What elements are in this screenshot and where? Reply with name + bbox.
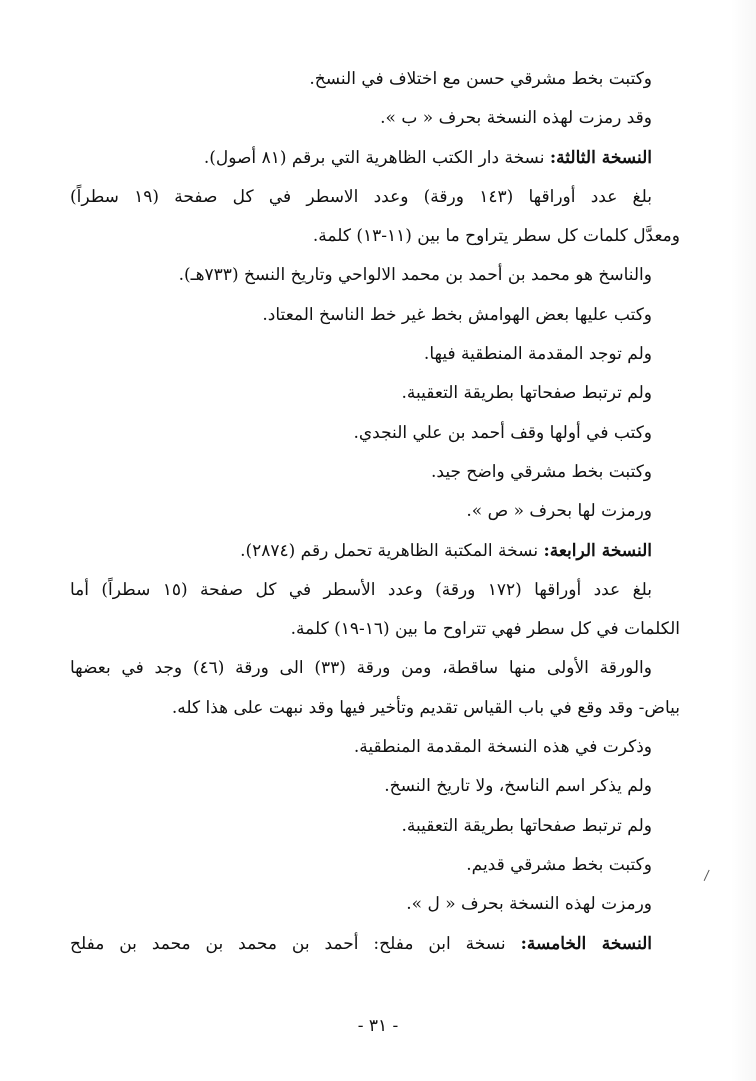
text-line	[70, 925, 680, 964]
text-line	[70, 767, 680, 806]
line-text: بلغ عدد أوراقها (١٧٢ ورقة) وعدد الأسطر في كل صفحة (١٥ سطراً) أما	[70, 579, 652, 600]
text-line	[70, 335, 680, 374]
text-line	[70, 610, 680, 649]
page-edge-shadow	[730, 0, 756, 1081]
text-line	[70, 139, 680, 178]
line-text: وقد رمزت لهذه النسخة بحرف « ب ».	[380, 108, 652, 129]
line-text: نسخة دار الكتب الظاهرية التي برقم (٨١ أصول).	[203, 147, 550, 168]
text-line	[70, 414, 680, 453]
line-text: نسخة المكتبة الظاهرية تحمل رقم (٢٨٧٤).	[240, 540, 544, 561]
line-text: وكتب في أولها وقف أحمد بن علي النجدي.	[353, 422, 652, 443]
text-line	[70, 178, 680, 217]
section-label: النسخة الخامسة:	[520, 933, 652, 954]
text-line	[70, 453, 680, 492]
line-text: ورمزت لهذه النسخة بحرف « ل ».	[406, 894, 652, 915]
text-line	[70, 256, 680, 295]
body-text	[70, 60, 680, 964]
text-line	[70, 374, 680, 413]
line-text: والورقة الأولى منها ساقطة، ومن ورقة (٣٣) الى ورقة (٤٦) وجد في بعضها	[70, 658, 652, 679]
text-line	[70, 532, 680, 571]
text-line	[70, 296, 680, 335]
line-text: بياض- وقد وقع في باب القياس تقديم وتأخير فيها وقد نبهت على هذا كله.	[171, 697, 680, 718]
line-text: والناسخ هو محمد بن أحمد بن محمد الالواحي وتاريخ النسخ (٧٣٣هـ).	[178, 265, 652, 286]
line-text: وكتبت بخط مشرقي قديم.	[466, 854, 652, 875]
text-line	[70, 571, 680, 610]
text-line	[70, 885, 680, 924]
line-text: ولم ترتبط صفحاتها بطريقة التعقيبة.	[401, 815, 652, 836]
line-text: وكتب عليها بعض الهوامش بخط غير خط الناسخ المعتاد.	[262, 304, 652, 325]
text-line	[70, 689, 680, 728]
text-line	[70, 492, 680, 531]
line-text: ومعدَّل كلمات كل سطر يتراوح ما بين (١١-١٣) كلمة.	[312, 226, 680, 247]
text-line	[70, 99, 680, 138]
line-text: ولم يذكر اسم الناسخ، ولا تاريخ النسخ.	[384, 776, 652, 797]
line-text: وكتبت بخط مشرقي واضح جيد.	[431, 461, 652, 482]
section-label: النسخة الثالثة:	[549, 147, 652, 168]
line-text: ولم ترتبط صفحاتها بطريقة التعقيبة.	[401, 383, 652, 404]
line-text: ورمزت لها بحرف « ص ».	[466, 501, 652, 522]
page-number: - ٣١ -	[357, 1016, 399, 1036]
margin-pencil-mark	[704, 870, 713, 883]
line-text: ولم توجد المقدمة المنطقية فيها.	[423, 344, 652, 365]
line-text: بلغ عدد أوراقها (١٤٣ ورقة) وعدد الاسطر في كل صفحة (١٩ سطراً)	[70, 186, 652, 207]
text-line	[70, 846, 680, 885]
text-line	[70, 60, 680, 99]
text-line	[70, 728, 680, 767]
line-text: وكتبت بخط مشرقي حسن مع اختلاف في النسخ.	[309, 69, 652, 89]
line-text: نسخة ابن مفلح: أحمد بن محمد بن محمد بن مفلح	[70, 933, 521, 954]
text-line	[70, 649, 680, 688]
text-line	[70, 807, 680, 846]
text-line	[70, 217, 680, 256]
section-label: النسخة الرابعة:	[543, 540, 652, 561]
line-text: الكلمات في كل سطر فهي تتراوح ما بين (١٦-١٩) كلمة.	[290, 619, 680, 640]
line-text: وذكرت في هذه النسخة المقدمة المنطقية.	[353, 737, 652, 758]
